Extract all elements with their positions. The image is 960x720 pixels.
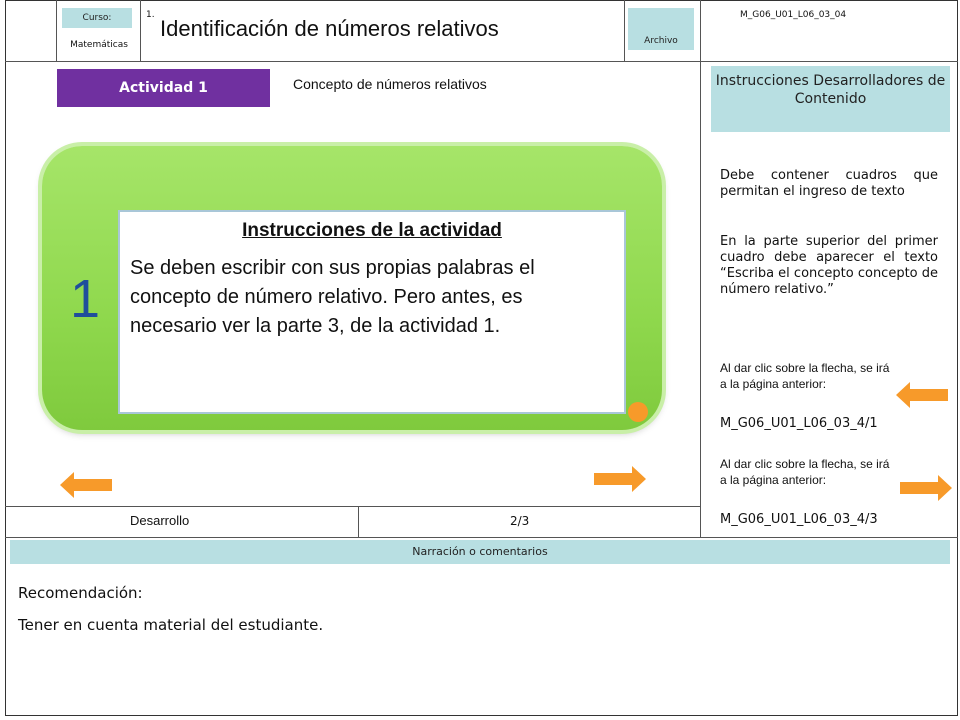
sidebar-link-prev: M_G06_U01_L06_03_4/1 (720, 416, 878, 431)
activity-badge: Actividad 1 (57, 69, 270, 107)
grid-line (56, 0, 57, 62)
sidebar-para-2: En la parte superior del primer cuadro debe aparecer el texto “Escriba el concepto concepto de número relativo.” (720, 234, 939, 297)
sidebar-arrow-right-icon[interactable] (900, 475, 952, 501)
sidebar-para-4: Al dar clic sobre la flecha, se irá a la página anterior: (720, 457, 890, 487)
grid-line (5, 61, 958, 62)
sidebar-link-next: M_G06_U01_L06_03_4/3 (720, 512, 878, 527)
lesson-number: 1. (146, 10, 155, 20)
instructions-box (118, 210, 626, 414)
arrow-left-icon[interactable] (60, 472, 112, 498)
grid-line (5, 506, 701, 507)
grid-line (5, 537, 958, 538)
arrow-right-icon[interactable] (594, 466, 646, 492)
page-indicator: 2/3 (510, 514, 530, 528)
sidebar-para-1: Debe contener cuadros que permitan el ingreso de texto (720, 168, 938, 199)
activity-concept: Concepto de números relativos (293, 76, 487, 92)
grid-line (358, 506, 359, 537)
grid-line (700, 0, 701, 537)
narration-line-2: Tener en cuenta material del estudiante. (18, 616, 324, 634)
narration-header: Narración o comentarios (10, 540, 950, 564)
resource-code: M_G06_U01_L06_03_04 (740, 10, 847, 20)
sidebar-para-3: Al dar clic sobre la flecha, se irá a la página anterior: (720, 361, 890, 391)
sidebar-arrow-left-icon[interactable] (896, 382, 948, 408)
activity-number: 1 (70, 269, 101, 329)
archivo-button[interactable] (628, 8, 694, 50)
curso-value: Matemáticas (70, 40, 128, 50)
grid-line (140, 0, 141, 62)
record-dot[interactable] (628, 402, 648, 422)
instructions-body: Se deben escribir con sus propias palabras el concepto de número relativo. Pero antes, es necesario ver la parte 3, de la actividad 1. (130, 257, 535, 337)
curso-label: Curso: (62, 8, 132, 28)
instructions-title: Instrucciones de la actividad (242, 220, 502, 241)
archivo-label: Archivo (644, 36, 678, 46)
narration-line-1: Recomendación: (18, 584, 143, 602)
page-title: Identificación de números relativos (160, 16, 499, 41)
sidebar-header: Instrucciones Desarrolladores de Contenido (711, 66, 950, 132)
grid-line (624, 0, 625, 62)
development-label: Desarrollo (130, 513, 190, 528)
